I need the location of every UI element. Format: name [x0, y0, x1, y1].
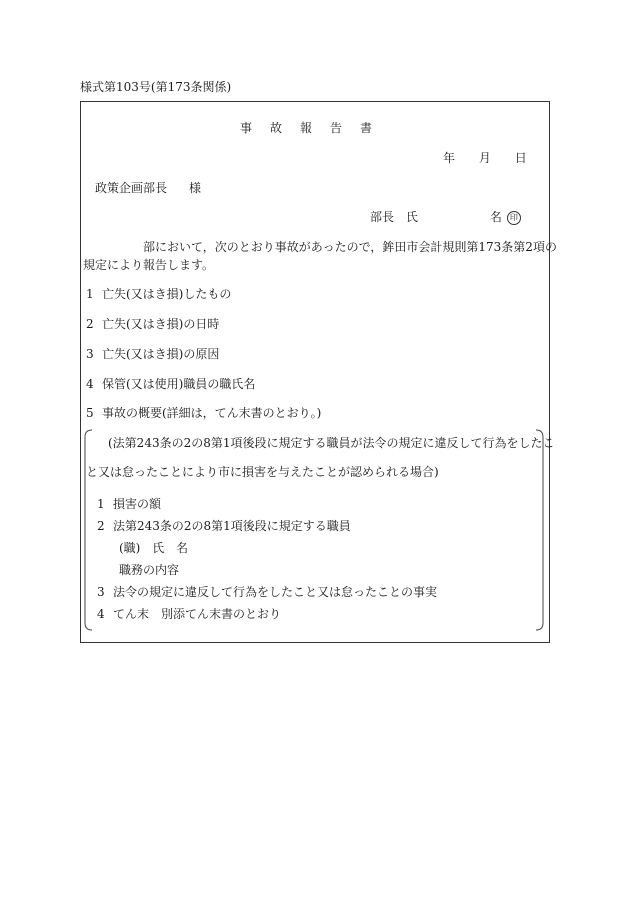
item-text: 亡失(又はき損)したもの [102, 287, 232, 301]
sub-item-number: 2 [97, 519, 105, 533]
sender-dept: 部長 [370, 210, 395, 224]
item-text: 事故の概要(詳細は，てん末書のとおり。) [102, 406, 322, 420]
sender-shi: 氏 [405, 210, 418, 224]
list-item [86, 347, 219, 361]
seal-icon: 印 [507, 211, 521, 225]
item-number: 3 [86, 347, 94, 361]
item-number: 4 [86, 377, 94, 391]
list-item [86, 317, 219, 331]
sender-line [370, 210, 521, 225]
bracket-text-line-1: (法第243条の2の8第1項後段に規定する職員が法令の規定に違反して行為をしたこ [108, 436, 555, 450]
official-mei: 名 [176, 541, 189, 555]
date-line [443, 151, 527, 165]
sender-mei: 名 [489, 210, 502, 224]
addressee [95, 181, 201, 195]
bracket-text-line-2: と又は怠ったことにより市に損害を与えたことが認められる場合) [86, 465, 439, 479]
date-year: 年 [443, 151, 456, 165]
addressee-honorific: 様 [189, 181, 202, 195]
item-number: 1 [86, 287, 94, 301]
sub-item-number: 3 [97, 585, 105, 599]
official-role: (職) [119, 541, 141, 555]
official-line [119, 541, 188, 555]
item-text: 亡失(又はき損)の原因 [102, 347, 220, 361]
document-title: 事故報告書 [240, 121, 391, 135]
list-item [86, 377, 255, 391]
item-number: 5 [86, 406, 94, 420]
body-text-line-2: 規定により報告します。 [83, 258, 215, 272]
sub-item-number: 1 [97, 497, 105, 511]
body-text-line-1: 部において，次のとおり事故があったので，鉾田市会計規則第173条第2項の [143, 240, 557, 254]
date-month: 月 [478, 151, 491, 165]
sub-item-text: てん末 別添てん末書のとおり [113, 607, 282, 621]
official-shi: 氏 [152, 541, 165, 555]
sub-item [97, 497, 161, 511]
item-text: 亡失(又はき損)の日時 [102, 317, 220, 331]
sub-item-text: 法令の規定に違反して行為をしたこと又は怠ったことの事実 [113, 585, 438, 599]
addressee-name: 政策企画部長 [95, 181, 168, 195]
duty-line: 職務の内容 [119, 563, 180, 577]
date-day: 日 [514, 151, 527, 165]
form-number: 様式第103号(第173条関係) [80, 80, 232, 94]
list-item [86, 406, 321, 420]
sub-item-text: 法第243条の2の8第1項後段に規定する職員 [113, 519, 351, 533]
list-item [86, 287, 231, 301]
item-text: 保管(又は使用)職員の職氏名 [102, 377, 256, 391]
sub-item [97, 585, 437, 599]
item-number: 2 [86, 317, 94, 331]
sub-item-text: 損害の額 [113, 497, 162, 511]
sub-item [97, 519, 351, 533]
sub-item-number: 4 [97, 607, 105, 621]
sub-item [97, 607, 281, 621]
